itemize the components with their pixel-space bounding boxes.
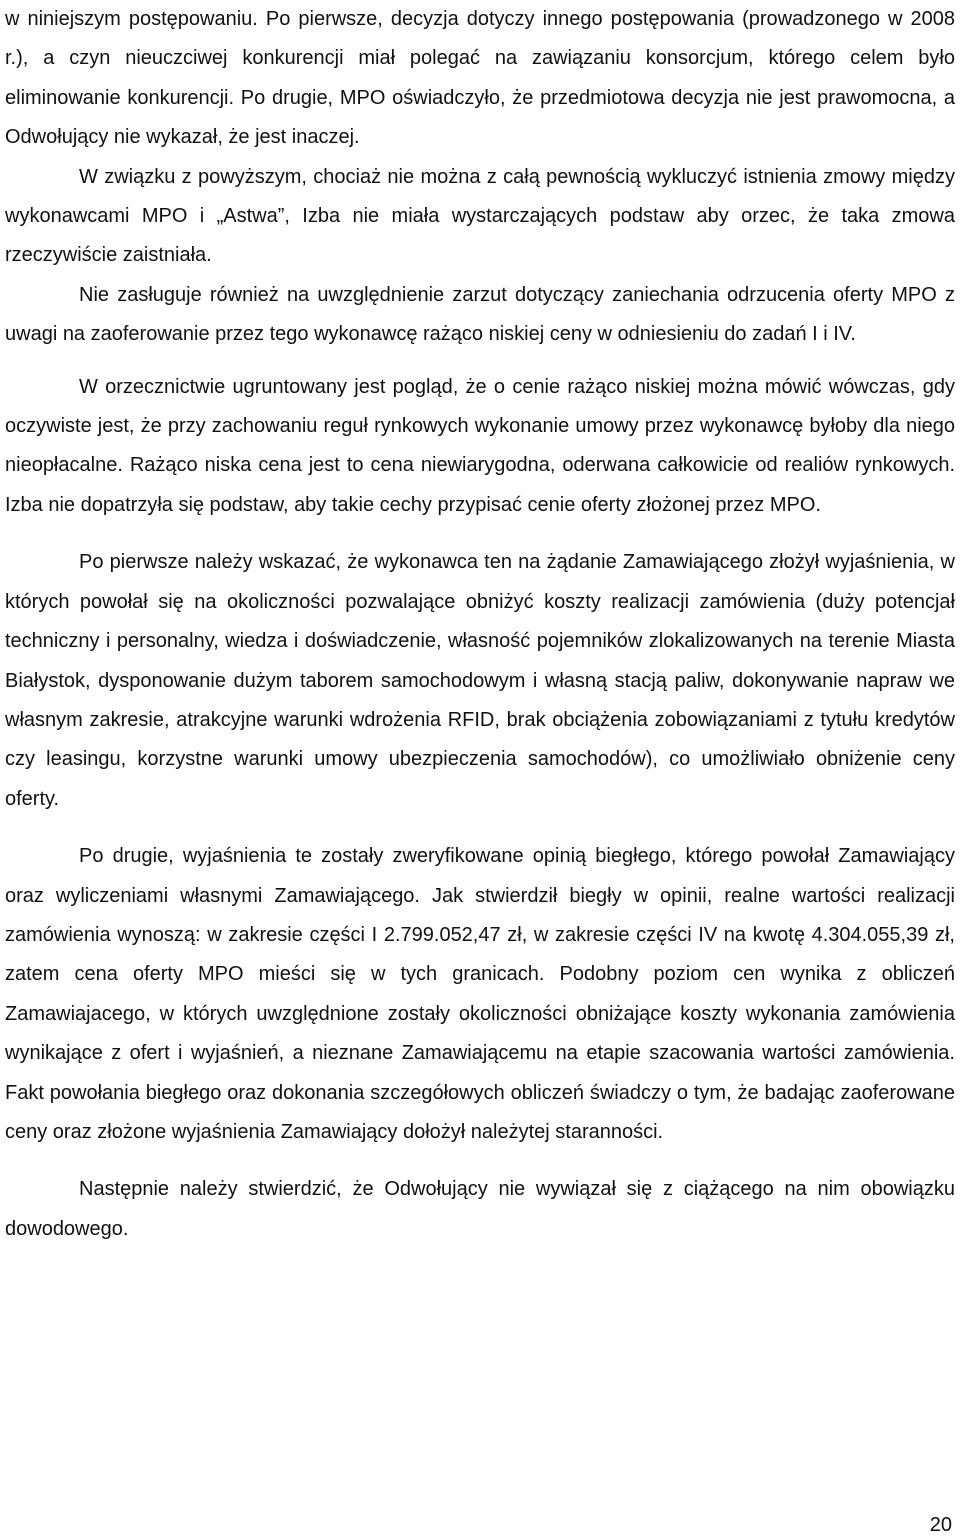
paragraph-collusion-conclusion: W związku z powyższym, chociaż nie można z całą pewnością wykluczyć istnienia zmowy między wykonawcami MPO i „Astwa”, Izba nie miała wystarczających podstaw aby orzec, że taka zmowa rzeczywiście zaistniała.: [5, 165, 955, 267]
paragraph-price-claim: Nie zasługuje również na uwzględnienie zarzut dotyczący zaniechania odrzucenia oferty MPO z uwagi na zaoferowanie przez tego wykonawcę rażąco niskiej ceny w odniesieniu do zadań I i IV.: [5, 283, 955, 346]
paragraph-expert-opinion: Po drugie, wyjaśnienia te zostały zweryfikowane opinią biegłego, którego powołał Zamawiający oraz wyliczeniami własnymi Zamawiającego. Jak stwierdził biegły w opinii, realne wartości realizacji zamówienia wynoszą: w zakresie części I 2.799.052,47 zł, w zakresie części IV na kwotę 4.304.055,39 zł, zatem cena oferty MPO mieści się w tych granicach. Podobny poziom cen wynika z obliczeń Zamawiajacego, w których uwzględnione zostały okoliczności obniżające koszty wykonania zamówienia wynikające z ofert i wyjaśnień, a nieznane Zamawiającemu na etapie szacowania wartości zamówienia. Fakt powołania biegłego oraz dokonania szczegółowych obliczeń świadczy o tym, że badając zaoferowane ceny oraz złożone wyjaśnienia Zamawiający dołożył należytej staranności.: [5, 845, 955, 1143]
paragraph-first-explanation: Po pierwsze należy wskazać, że wykonawca ten na żądanie Zamawiającego złożył wyjaśnienia, w których powołał się na okoliczności pozwalające obniżyć koszty realizacji zamówienia (duży potencjał techniczny i personalny, wiedza i doświadczenie, własność pojemników zlokalizowanych na terenie Miasta Białystok, dysponowanie dużym taborem samochodowym i własną stacją paliw, dokonywanie napraw we własnym zakresie, atrakcyjne warunki wdrożenia RFID, brak obciążenia zobowiązaniami z tytułu kredytów czy leasingu, korzystne warunki umowy ubezpieczenia samochodów), co umożliwiało obniżenie ceny oferty.: [5, 551, 955, 810]
paragraph-burden-of-proof: Następnie należy stwierdzić, że Odwołujący nie wywiązał się z ciążącego na nim obowiązku dowodowego.: [5, 1178, 955, 1240]
paragraph-case-law: W orzecznictwie ugruntowany jest pogląd, że o cenie rażąco niskiej można mówić wówczas, gdy oczywiste jest, że przy zachowaniu reguł rynkowych wykonanie umowy przez wykonawcę byłoby dla niego nieopłacalne. Rażąco niska cena jest to cena niewiarygodna, oderwana całkowicie od realiów rynkowych. Izba nie dopatrzyła się podstaw, aby takie cechy przypisać cenie oferty złożonej przez MPO.: [5, 375, 955, 516]
document-page: [5, 0, 955, 1249]
paragraph-continuation: w niniejszym postępowaniu. Po pierwsze, decyzja dotyczy innego postępowania (prowadzonego w 2008 r.), a czyn nieuczciwej konkurencji miał polegać na zawiązaniu konsorcjum, którego celem było eliminowanie konkurencji. Po drugie, MPO oświadczyło, że przedmiotowa decyzja nie jest prawomocna, a Odwołujący nie wykazał, że jest inaczej.: [5, 8, 955, 149]
page-number: 20: [929, 1514, 952, 1536]
